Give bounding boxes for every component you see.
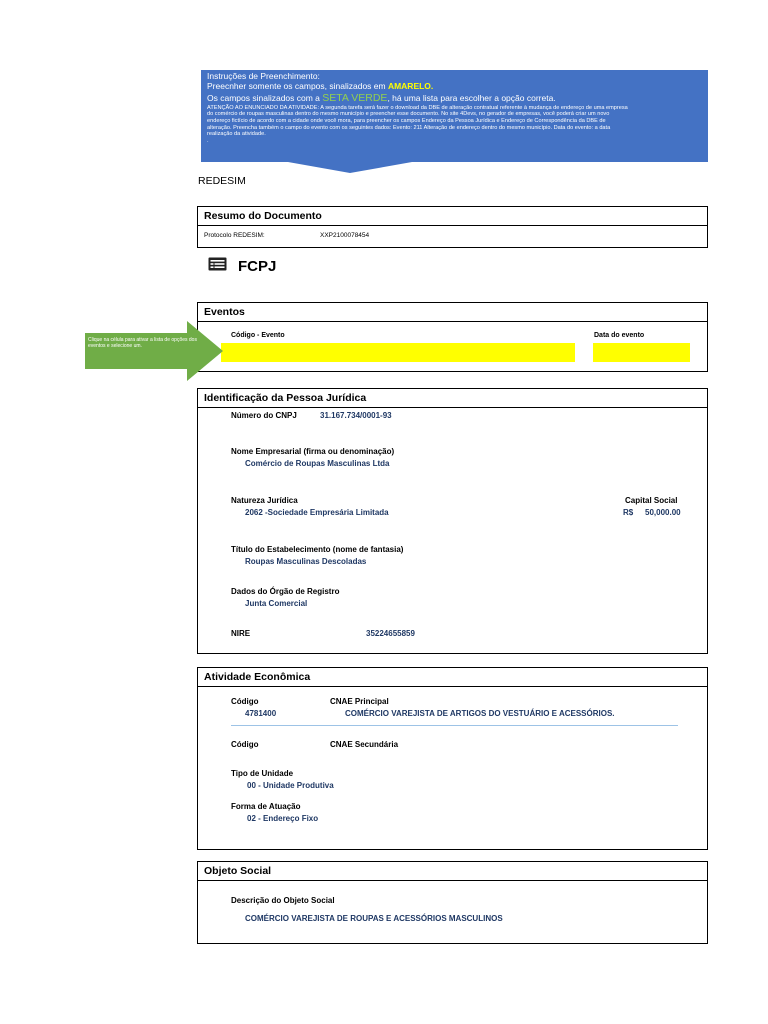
orgao-registro-value: Junta Comercial <box>245 599 308 608</box>
green-tip-text: Clique na célula para ativar a lista de opções dos eventos e selecione um. <box>88 337 197 349</box>
nome-empresarial-label: Nome Empresarial (firma ou denominação) <box>231 447 395 456</box>
green-highlight-text: SETA VERDE <box>322 91 388 104</box>
descricao-objeto-label: Descrição do Objeto Social <box>231 896 335 905</box>
codigo-evento-field[interactable] <box>221 343 575 362</box>
redesim-label: REDESIM <box>198 175 246 187</box>
fcpj-title: FCPJ <box>238 258 277 275</box>
form-icon <box>208 257 227 271</box>
eventos-section <box>197 302 708 372</box>
forma-atuacao-value: 02 - Endereço Fixo <box>247 814 319 823</box>
orgao-registro-label: Dados do Órgão de Registro <box>231 587 340 596</box>
capital-social-value: 50,000.00 <box>645 508 681 517</box>
instructions-pointer <box>288 162 412 173</box>
instructions-callout <box>201 70 708 162</box>
tipo-unidade-label: Tipo de Unidade <box>231 769 294 778</box>
capital-currency: R$ <box>623 508 634 517</box>
forma-atuacao-label: Forma de Atuação <box>231 802 301 811</box>
cnpj-label: Número do CNPJ <box>231 411 297 420</box>
instructions-title: Instruções de Preenchimento: <box>207 71 320 81</box>
tipo-unidade-value: 00 - Unidade Produtiva <box>247 781 334 790</box>
instructions-line-green: Os campos sinalizados com a SETA VERDE, há uma lista para escolher a opção correta. <box>207 91 556 104</box>
resumo-title: Resumo do Documento <box>198 207 707 226</box>
nome-empresarial-value: Comércio de Roupas Masculinas Ltda <box>245 459 390 468</box>
resumo-section <box>197 206 708 248</box>
separator-line <box>231 725 678 726</box>
identificacao-title: Identificação da Pessoa Jurídica <box>198 389 707 408</box>
codigo-principal-label: Código <box>231 697 259 706</box>
cnae-principal-value: COMÉRCIO VAREJISTA DE ARTIGOS DO VESTUÁRIO E ACESSÓRIOS. <box>345 709 615 718</box>
cnae-secundaria-label: CNAE Secundária <box>330 740 399 749</box>
green-arrow-icon <box>85 321 223 381</box>
cnpj-value: 31.167.734/0001-93 <box>320 411 392 420</box>
atividade-section <box>197 667 708 850</box>
codigo-secundaria-label: Código <box>231 740 259 749</box>
objeto-section <box>197 861 708 944</box>
codigo-evento-label: Código - Evento <box>231 332 285 339</box>
eventos-title: Eventos <box>198 303 707 322</box>
instructions-line-yellow: Preecnher somente os campos, sinalizados em AMARELO. <box>207 80 434 91</box>
titulo-estabelecimento-value: Roupas Masculinas Descoladas <box>245 557 367 566</box>
nire-value: 35224655859 <box>366 629 415 638</box>
objeto-title: Objeto Social <box>198 862 707 881</box>
atividade-title: Atividade Econômica <box>198 668 707 687</box>
data-evento-label: Data do evento <box>594 332 645 339</box>
nire-label: NIRE <box>231 629 251 638</box>
descricao-objeto-value: COMÉRCIO VAREJISTA DE ROUPAS E ACESSÓRIOS MASCULINOS <box>245 914 503 923</box>
titulo-estabelecimento-label: Título do Estabelecimento (nome de fantasia) <box>231 545 404 554</box>
codigo-principal-value: 4781400 <box>245 709 277 718</box>
instructions-details: ATENÇÃO AO ENUNCIADO DA ATIVIDADE: A segunda tarefa será fazer o download da DBE de alteração contratual referente à mudança de endereço de uma empresa do comércio de roupas masculinas dentro do mesmo município e preencher esse documento. No site 4Devs, no gerador de empresas, você poderá criar um novo endereço fictício de acordo com a cidade onde você mora, para preencher os campos Endereço da Pessoa Jurídica e Endereço de Correspondência da DBE de alteração. Preencha também o campo do evento com os seguintes dados: Evento: 211 Alteração de endereço dentro do mesmo município. Data do evento: a data realização da atividade. . <box>207 104 628 145</box>
protocolo-value: XXP2100078454 <box>320 232 370 239</box>
natureza-juridica-value: 2062 -Sociedade Empresária Limitada <box>245 508 389 517</box>
identificacao-section <box>197 388 708 654</box>
yellow-highlight-text: AMARELO. <box>387 80 434 91</box>
natureza-juridica-label: Natureza Jurídica <box>231 496 298 505</box>
capital-social-label: Capital Social <box>625 496 678 505</box>
cnae-principal-label: CNAE Principal <box>330 697 389 706</box>
protocolo-label: Protocolo REDESIM: <box>204 232 265 239</box>
data-evento-field[interactable] <box>593 343 690 362</box>
